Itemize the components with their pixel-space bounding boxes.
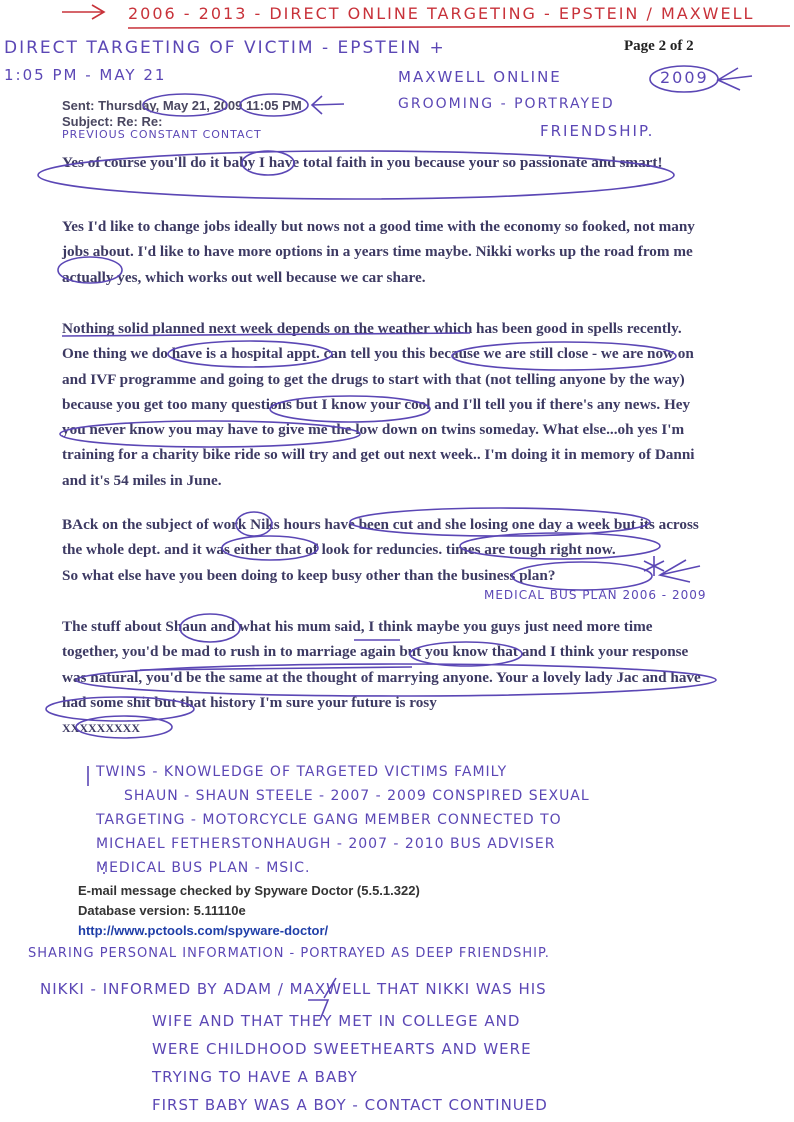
note-previous-contact: PREVIOUS CONSTANT CONTACT — [62, 128, 262, 141]
note-childhood: WERE CHILDHOOD SWEETHEARTS AND WERE — [152, 1040, 532, 1058]
email-paragraph-3: Nothing solid planned next week depends on the weather which has been good in spells recently. One thing we do have is a hospital appt. can tell you this because we are still close - we are now on and IVF programme and going to get the drugs to start with that (not telling anyone by the way) because you get too many questions but I know your cool and I'll tell you if there's any news. Hey you never know you may have to give me the low down on twins someday. What else...oh yes I'm training for a charity bike ride so will try and get out next week.. I'm doing it in memory of Danni and it's 54 miles in June. — [62, 320, 695, 489]
note-twins: TWINS - KNOWLEDGE OF TARGETED VICTIMS FAMILY — [96, 764, 508, 780]
note-maxwell-online: MAXWELL ONLINE — [398, 68, 562, 86]
note-medical-plan: MEDICAL BUS PLAN - MSIC. — [96, 860, 311, 876]
sent-arrow — [312, 96, 344, 114]
note-direct-targeting: DIRECT TARGETING OF VICTIM - EPSTEIN + — [4, 38, 446, 58]
pctools-link[interactable]: http://www.pctools.com/spyware-doctor/ — [78, 923, 329, 938]
note-nikki: NIKKI - INFORMED BY ADAM / MAXWELL THAT NIKKI WAS HIS — [40, 980, 547, 998]
note-year-2009: 2009 — [660, 68, 709, 87]
year-arrow — [718, 68, 752, 90]
note-targeting: TARGETING - MOTORCYCLE GANG MEMBER CONNECTED TO — [96, 812, 562, 828]
email-paragraph-1: Yes of course you'll do it baby I have total faith in you because your so passionate and smart! — [62, 154, 663, 171]
subject-line: Subject: Re: Re: — [62, 114, 163, 129]
page-number: Page 2 of 2 — [624, 38, 694, 54]
header-underline — [128, 26, 790, 28]
header-arrow-mark — [62, 5, 104, 19]
email-signoff: XXXXXXXXX — [62, 721, 140, 735]
email-paragraph-2: Yes I'd like to change jobs ideally but nows not a good time with the economy so fooked, not many jobs about. I'd like to have more options in a years time maybe. Nikki works up the road from me actually yes, which works out well because we car share. — [62, 218, 695, 286]
note-friendship: FRIENDSHIP. — [540, 122, 655, 140]
note-michael: MICHAEL FETHERSTONHAUGH - 2007 - 2010 BUS ADVISER — [96, 836, 556, 852]
email-question: So what else have you been doing to keep busy other than the business plan? — [62, 567, 556, 584]
note-shaun: SHAUN - SHAUN STEELE - 2007 - 2009 CONSPIRED SEXUAL — [124, 788, 590, 804]
note-wife: WIFE AND THAT THEY MET IN COLLEGE AND — [152, 1012, 521, 1030]
email-paragraph-5: The stuff about Shaun and what his mum said, I think maybe you guys just need more time together, you'd be mad to rush in to marriage again but you know that and I think your response was natural, you'd be the same at the thought of marrying anyone. Your a lovely lady Jac and have had some shit but that history I'm sure your future is rosy — [62, 618, 701, 711]
note-first-baby: FIRST BABY WAS A BOY - CONTACT CONTINUED — [152, 1096, 548, 1114]
note-baby: TRYING TO HAVE A BABY — [152, 1068, 358, 1086]
database-line: Database version: 5.11110e — [78, 903, 246, 918]
note-sharing: SHARING PERSONAL INFORMATION - PORTRAYED AS DEEP FRIENDSHIP. — [28, 946, 550, 961]
note-grooming: GROOMING - PORTRAYED — [398, 96, 615, 112]
spyware-line: E-mail message checked by Spyware Doctor (5.5.1.322) — [78, 883, 420, 898]
note-medical-bus-plan: MEDICAL BUS PLAN 2006 - 2009 — [484, 588, 707, 602]
email-paragraph-4: BAck on the subject of work Niks hours have been cut and she losing one day a week but its across the whole dept. and it was either that of look for reduncies. times are tough right now. — [62, 516, 699, 559]
sent-line: Sent: Thursday, May 21, 2009 11:05 PM — [62, 98, 302, 113]
note-time: 1:05 PM - MAY 21 — [4, 66, 167, 84]
header-arrow-note: 2006 - 2013 - DIRECT ONLINE TARGETING - EPSTEIN / MAXWELL — [128, 4, 755, 23]
